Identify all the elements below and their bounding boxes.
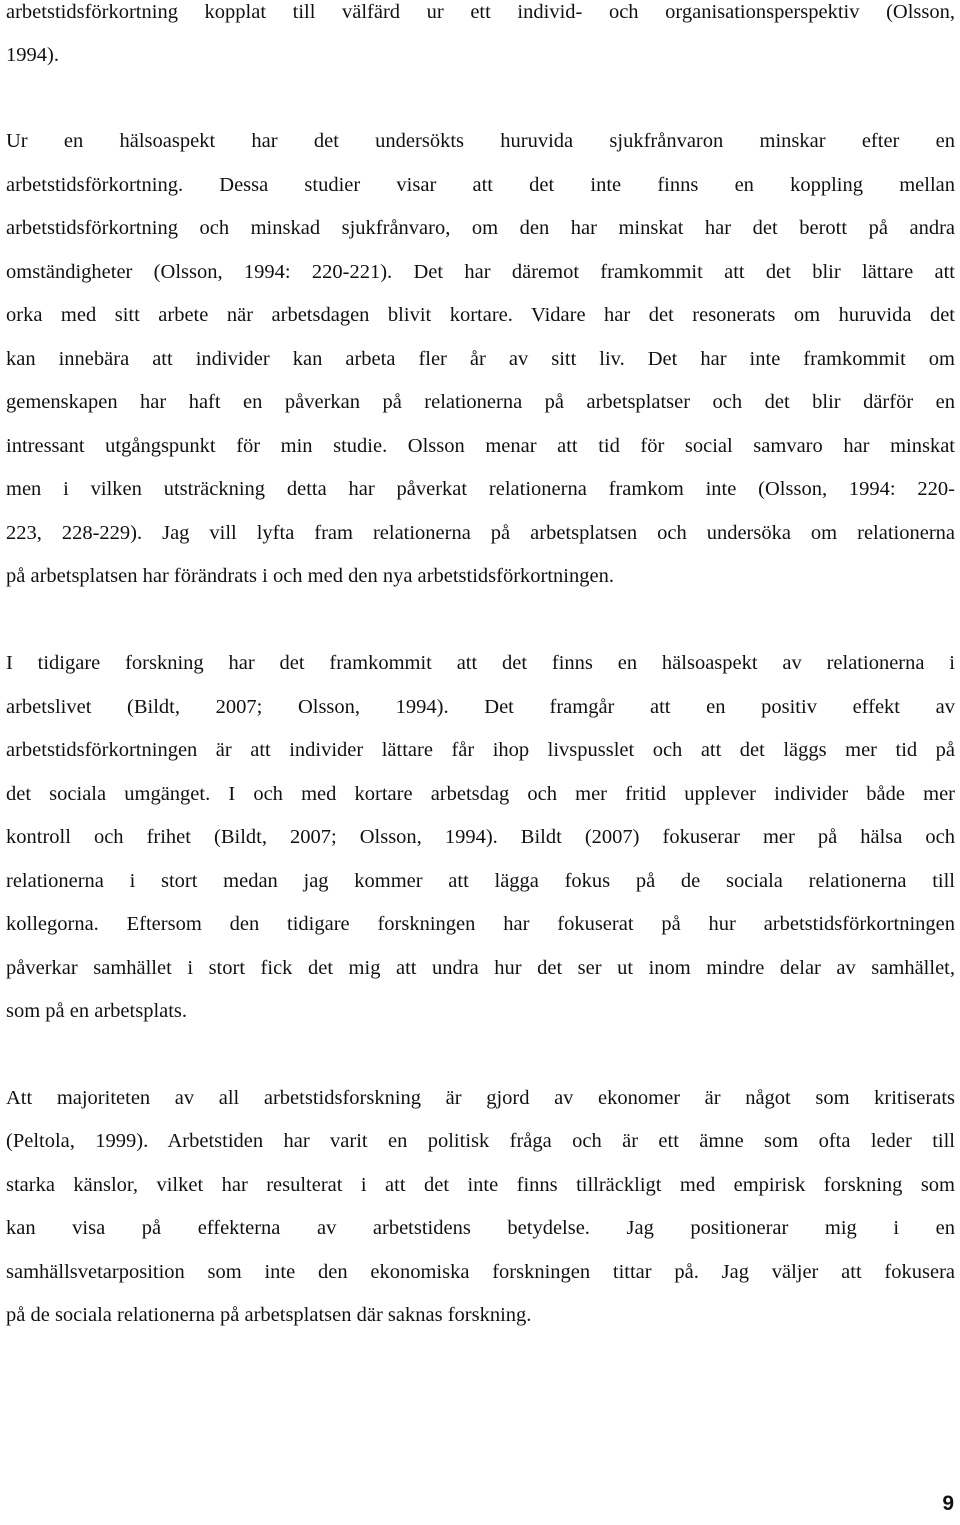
text-line: på arbetsplatsen har förändrats i och med den nya arbetstidsförkortningen. <box>6 565 614 587</box>
text-line: arbetstidsförkortning. Dessa studier visar att det inte finns en koppling mellan <box>6 174 955 196</box>
text-line: Att majoriteten av all arbetstidsforskning är gjord av ekonomer är något som kritiserats <box>6 1087 955 1109</box>
text-line: som på en arbetsplats. <box>6 1000 188 1022</box>
text-line: arbetslivet (Bildt, 2007; Olsson, 1994). Det framgår att en positiv effekt av <box>6 696 955 718</box>
text-line: kan visa på effekterna av arbetstidens betydelse. Jag positionerar mig i en <box>6 1217 955 1239</box>
text-line: relationerna i stort medan jag kommer att lägga fokus på de sociala relationerna till <box>6 870 955 892</box>
text-line: samhällsvetarposition som inte den ekonomiska forskningen tittar på. Jag väljer att fokusera <box>6 1261 955 1283</box>
text-line: 1994). <box>6 44 59 66</box>
text-line: 223, 228-229). Jag vill lyfta fram relationerna på arbetsplatsen och undersöka om relationerna <box>6 522 955 544</box>
text-line: men i vilken utsträckning detta har påverkat relationerna framkom inte (Olsson, 1994: 220- <box>6 478 955 500</box>
text-line: omständigheter (Olsson, 1994: 220-221). Det har däremot framkommit att det blir lättare att <box>6 261 955 283</box>
text-line: på de sociala relationerna på arbetsplatsen där saknas forskning. <box>6 1304 532 1326</box>
text-line: arbetstidsförkortningen är att individer lättare får ihop livspusslet och att det läggs mer tid på <box>6 739 955 761</box>
text-line: orka med sitt arbete när arbetsdagen blivit kortare. Vidare har det resonerats om huruvida det <box>6 304 955 326</box>
text-line: I tidigare forskning har det framkommit att det finns en hälsoaspekt av relationerna i <box>6 652 955 674</box>
text-line: kan innebära att individer kan arbeta fler år av sitt liv. Det har inte framkommit om <box>6 348 955 370</box>
text-line: Ur en hälsoaspekt har det undersökts huruvida sjukfrånvaron minskar efter en <box>6 130 955 152</box>
text-line: arbetstidsförkortning och minskad sjukfrånvaro, om den har minskat har det berott på andra <box>6 217 955 239</box>
text-line: starka känslor, vilket har resulterat i att det inte finns tillräckligt med empirisk forskning som <box>6 1174 955 1196</box>
text-line: det sociala umgänget. I och med kortare arbetsdag och mer fritid upplever individer både mer <box>6 783 955 805</box>
text-line: arbetstidsförkortning kopplat till välfärd ur ett individ- och organisationsperspektiv (Olsson, <box>6 1 955 23</box>
text-line: kontroll och frihet (Bildt, 2007; Olsson, 1994). Bildt (2007) fokuserar mer på hälsa och <box>6 826 955 848</box>
text-line: intressant utgångspunkt för min studie. Olsson menar att tid för social samvaro har minskat <box>6 435 955 457</box>
page-number: 9 <box>942 1492 954 1515</box>
text-line: (Peltola, 1999). Arbetstiden har varit en politisk fråga och är ett ämne som ofta leder till <box>6 1130 955 1152</box>
text-line: påverkar samhället i stort fick det mig att undra hur det ser ut inom mindre delar av samhället, <box>6 957 955 979</box>
text-line: gemenskapen har haft en påverkan på relationerna på arbetsplatser och det blir därför en <box>6 391 955 413</box>
text-line: kollegorna. Eftersom den tidigare forskningen har fokuserat på hur arbetstidsförkortningen <box>6 913 955 935</box>
